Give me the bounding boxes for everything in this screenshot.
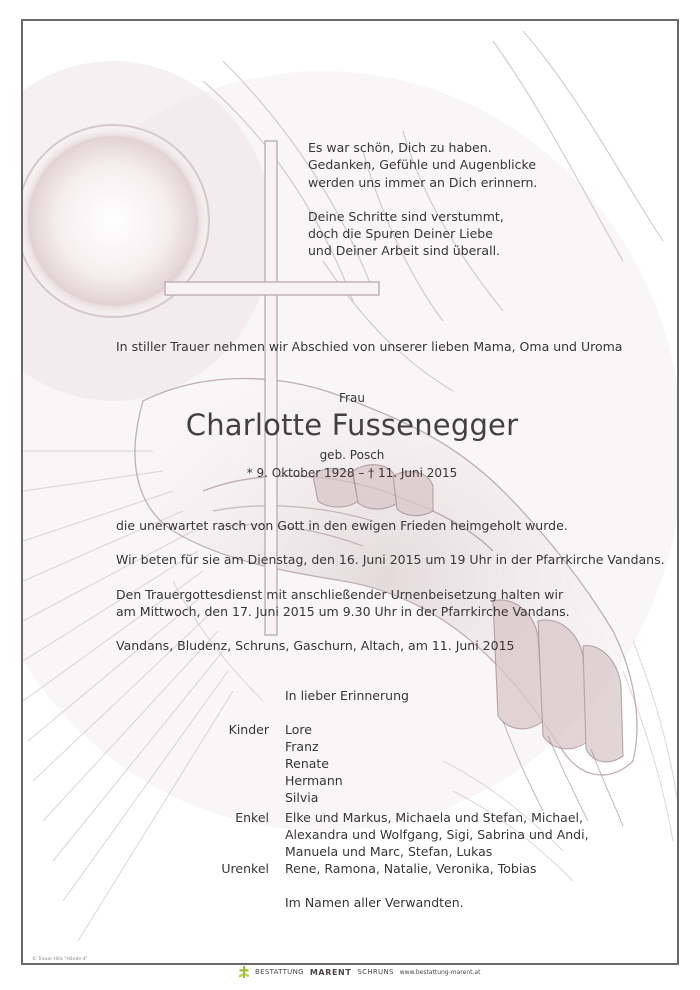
footer-website-link[interactable]: www.bestattung-marent.at bbox=[399, 968, 481, 976]
enkel-label: Enkel bbox=[235, 810, 269, 825]
list-item: Franz bbox=[285, 739, 319, 754]
image-credit: © Trauer Hills "Hände 4" bbox=[32, 957, 88, 962]
footer bbox=[237, 964, 480, 980]
kinder-label: Kinder bbox=[228, 722, 269, 737]
enkel-list bbox=[285, 809, 589, 860]
maiden-name: geb. Posch bbox=[319, 448, 385, 462]
list-item: Alexandra und Wolfgang, Sigi, Sabrina und Andi, bbox=[285, 827, 589, 842]
funeral-service-line: am Mittwoch, den 17. Juni 2015 um 9.30 Uhr in der Pfarrkirche Vandans. bbox=[116, 604, 570, 619]
poem-line: werden uns immer an Dich erinnern. bbox=[308, 174, 538, 190]
poem bbox=[308, 139, 537, 260]
closing-text: Im Namen aller Verwandten. bbox=[285, 895, 464, 910]
footer-prefix: BESTATTUNG bbox=[255, 968, 304, 976]
poem-line: und Deiner Arbeit sind überall. bbox=[308, 243, 501, 259]
place-date: Vandans, Bludenz, Schruns, Gaschurn, Altach, am 11. Juni 2015 bbox=[116, 638, 515, 653]
leaf-cross-logo-icon bbox=[237, 965, 251, 979]
life-dates: * 9. Oktober 1928 – † 11. Juni 2015 bbox=[246, 466, 458, 480]
footer-brand-name: MARENT bbox=[309, 967, 352, 977]
name-prefix: Frau bbox=[339, 391, 365, 405]
poem-line: doch die Spuren Deiner Liebe bbox=[308, 226, 493, 242]
footer-location: SCHRUNS bbox=[357, 968, 394, 976]
intro-text: In stiller Trauer nehmen wir Abschied von unserer lieben Mama, Oma und Uroma bbox=[116, 339, 623, 354]
list-item: Hermann bbox=[285, 773, 343, 788]
urenkel-label: Urenkel bbox=[221, 861, 269, 876]
funeral-service-notice bbox=[116, 586, 570, 620]
kinder-list bbox=[285, 721, 343, 806]
poem-line: Deine Schritte sind verstummt, bbox=[308, 208, 504, 224]
memory-heading: In lieber Erinnerung bbox=[285, 688, 409, 703]
prayer-notice: Wir beten für sie am Dienstag, den 16. Juni 2015 um 19 Uhr in der Pfarrkirche Vandans. bbox=[116, 552, 665, 567]
list-item: Rene, Ramona, Natalie, Veronika, Tobias bbox=[285, 861, 537, 876]
poem-line: Gedanken, Gefühle und Augenblicke bbox=[308, 157, 537, 173]
list-item: Elke und Markus, Michaela und Stefan, Michael, bbox=[285, 810, 583, 825]
parte-frame bbox=[21, 19, 679, 965]
list-item: Lore bbox=[285, 722, 312, 737]
deceased-name: Charlotte Fussenegger bbox=[185, 408, 519, 442]
death-notice-text: die unerwartet rasch von Gott in den ewigen Frieden heimgeholt wurde. bbox=[116, 518, 568, 533]
urenkel-list bbox=[285, 860, 537, 877]
list-item: Silvia bbox=[285, 790, 319, 805]
list-item: Manuela und Marc, Stefan, Lukas bbox=[285, 844, 493, 859]
list-item: Renate bbox=[285, 756, 329, 771]
footer-brand bbox=[310, 968, 352, 977]
funeral-service-line: Den Trauergottesdienst mit anschließender Urnenbeisetzung halten wir bbox=[116, 587, 564, 602]
poem-line: Es war schön, Dich zu haben. bbox=[308, 140, 492, 155]
